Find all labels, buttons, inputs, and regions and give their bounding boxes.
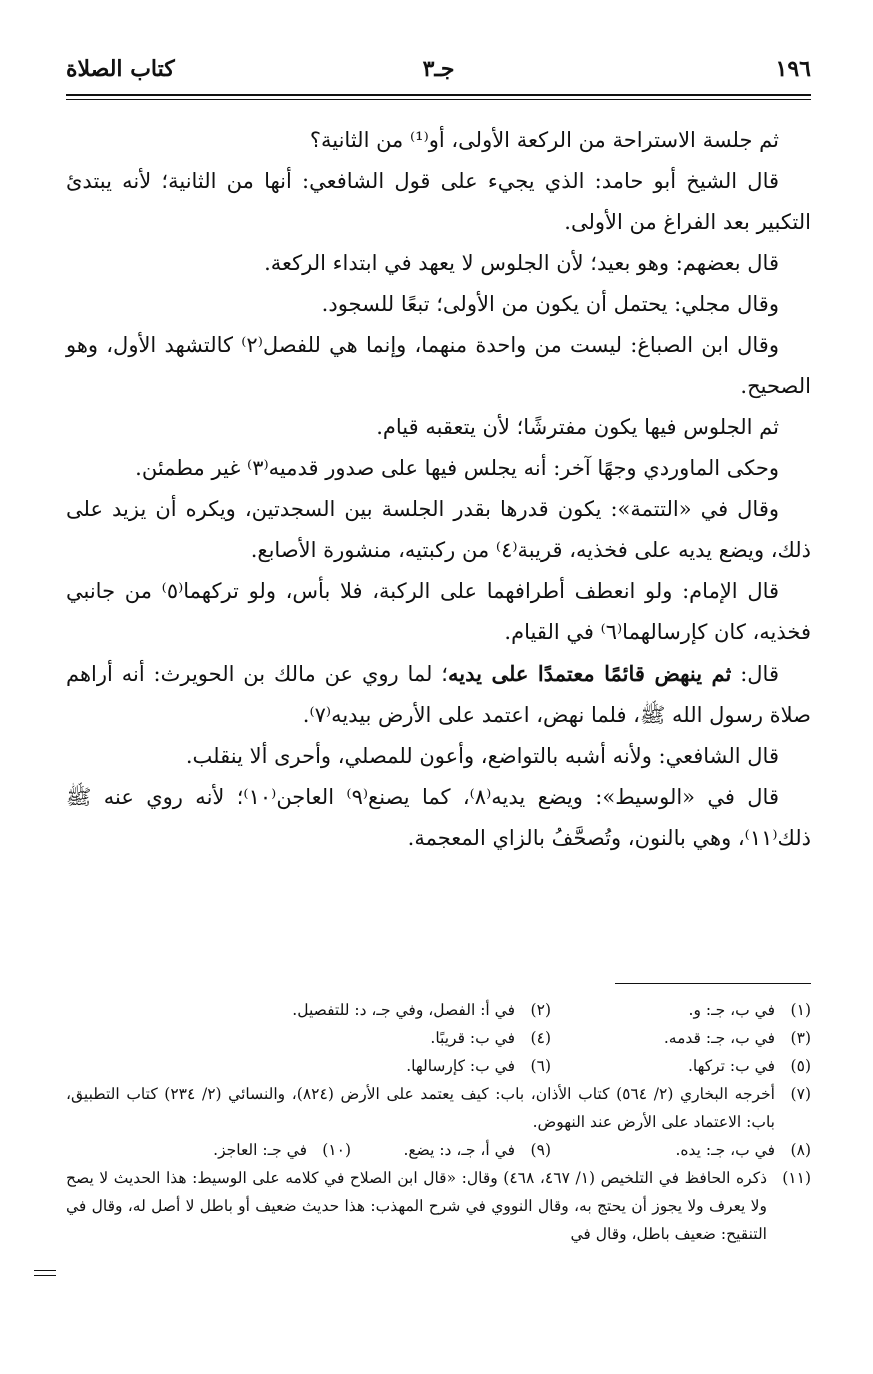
paragraph: قال بعضهم: وهو بعيد؛ لأن الجلوس لا يعهد في ابتداء الركعة. xyxy=(264,251,779,275)
footnote-number: (٢) xyxy=(530,1001,551,1019)
footnotes xyxy=(66,996,811,1248)
footnote-text: في ب: قريبًا. xyxy=(430,1029,515,1047)
paragraph: وقال في «التتمة»: يكون قدرها بقدر الجلسة بين السجدتين، ويكره أن يزيد على ذلك، ويضع يديه على فخذيه، قريبة⁽٤⁾ من ركبتيه، منشورة الأصابع. xyxy=(66,497,811,562)
matn-bold-text: ثم ينهض قائمًا معتمدًا على يديه xyxy=(447,661,732,686)
footnote-row xyxy=(66,1136,811,1164)
footnote-number: (٩) xyxy=(530,1141,551,1159)
footnote-text: في ب، جـ: قدمه. xyxy=(663,1029,775,1047)
footnote-text: في أ، جـ، د: يضع. xyxy=(403,1141,515,1159)
footnote-text: في ب: تركها. xyxy=(687,1057,775,1075)
volume-label: جـ٣ xyxy=(422,56,455,82)
footnote-number: (٧) xyxy=(790,1085,811,1103)
footnote-text: في ب، جـ: يده. xyxy=(675,1141,775,1159)
footnote-row xyxy=(66,1024,811,1052)
footnote xyxy=(551,1024,811,1052)
footnote-row xyxy=(66,996,811,1024)
footnote xyxy=(551,1052,811,1080)
footnote-row xyxy=(66,1052,811,1080)
footnote-number: (٤) xyxy=(530,1029,551,1047)
book-title: كتاب الصلاة xyxy=(66,56,175,82)
footnote xyxy=(351,1136,551,1164)
footnote xyxy=(430,1024,551,1052)
paragraph: وقال مجلي: يحتمل أن يكون من الأولى؛ تبعًا للسجود. xyxy=(321,292,779,316)
paragraph-pre: قال: xyxy=(731,662,779,686)
footnote-text: في ب، جـ: و. xyxy=(688,1001,775,1019)
footnote xyxy=(292,996,551,1024)
footnote-text: في جـ: العاجز. xyxy=(213,1141,307,1159)
paragraph: قال الشيخ أبو حامد: الذي يجيء على قول الشافعي: أنها من الثانية؛ لأنه يبتدئ التكبير بعد الفراغ من الأولى. xyxy=(66,169,811,234)
paragraph: قال الإمام: ولو انعطف أطرافهما على الركبة، فلا بأس، ولو تركهما⁽٥⁾ من جانبي فخذيه، كان كإرسالهما⁽٦⁾ في القيام. xyxy=(66,579,811,644)
footnote-number: (٦) xyxy=(530,1057,551,1075)
footnote-text: في أ: الفصل، وفي جـ، د: للتفصيل. xyxy=(292,1001,515,1019)
page-number: ١٩٦ xyxy=(775,56,811,82)
footnote xyxy=(406,1052,551,1080)
footnote-number: (٥) xyxy=(790,1057,811,1075)
paragraph: وحكى الماوردي وجهًا آخر: أنه يجلس فيها على صدور قدميه⁽٣⁾ غير مطمئن. xyxy=(135,456,779,480)
footnote-text: في ب: كإرسالها. xyxy=(406,1057,515,1075)
footnote xyxy=(66,1080,811,1136)
header-rule-thin xyxy=(66,99,811,100)
paragraph-matn xyxy=(66,653,811,736)
continuation-mark-lower xyxy=(34,1275,56,1276)
footnote-text: أخرجه البخاري (٢/ ٥٦٤) كتاب الأذان، باب: كيف يعتمد على الأرض (٨٢٤)، والنسائي (٢/ ٢٣٤) كتاب التطبيق، باب: الاعتماد على الأرض عند النهوض. xyxy=(66,1085,775,1131)
running-header xyxy=(66,56,811,96)
paragraph: وقال ابن الصباغ: ليست من واحدة منهما، وإنما هي للفصل⁽٢⁾ كالتشهد الأول، وهو الصحيح. xyxy=(66,333,811,398)
footnote xyxy=(66,1164,811,1248)
paragraph: ثم الجلوس فيها يكون مفترشًا؛ لأن يتعقبه قيام. xyxy=(376,415,779,439)
paragraph: قال الشافعي: ولأنه أشبه بالتواضع، وأعون للمصلي، وأحرى ألا ينقلب. xyxy=(185,744,779,768)
footnote-number: (١) xyxy=(790,1001,811,1019)
footnote-number: (١١) xyxy=(782,1169,811,1187)
main-text xyxy=(66,120,811,859)
continuation-mark xyxy=(34,1270,56,1271)
paragraph: قال في «الوسيط»: ويضع يديه⁽٨⁾، كما يصنع⁽٩⁾ العاجن⁽١٠⁾؛ لأنه روي عنه ﷺ ذلك⁽١١⁾، وهي بالنون، وتُصحَّفُ بالزاي المعجمة. xyxy=(66,785,811,850)
footnote-number: (٣) xyxy=(790,1029,811,1047)
footnote-separator xyxy=(615,983,811,984)
footnote xyxy=(551,1136,811,1164)
paragraph: ثم جلسة الاستراحة من الركعة الأولى، أو⁽¹⁾ من الثانية؟ xyxy=(309,128,779,152)
footnote-text: ذكره الحافظ في التلخيص (١/ ٤٦٧، ٤٦٨) وقال: «قال ابن الصلاح في كلامه على الوسيط: هذا الحديث لا يصح ولا يعرف ولا يجوز أن يحتج به، وقال النووي في شرح المهذب: هذا حديث ضعيف أو باطل لا أصل له، وقال في التنقيح: ضعيف باطل، وقال في xyxy=(66,1169,768,1243)
footnote-number: (١٠) xyxy=(322,1141,351,1159)
paragraph-post: ؛ لما روي عن مالك بن الحويرث: أنه أراهم صلاة رسول الله ﷺ، فلما نهض، اعتمد على الأرض بيديه⁽٧⁾. xyxy=(66,662,811,727)
header-rule xyxy=(66,94,811,96)
footnote xyxy=(551,996,811,1024)
footnote-number: (٨) xyxy=(790,1141,811,1159)
footnote xyxy=(213,1136,351,1164)
